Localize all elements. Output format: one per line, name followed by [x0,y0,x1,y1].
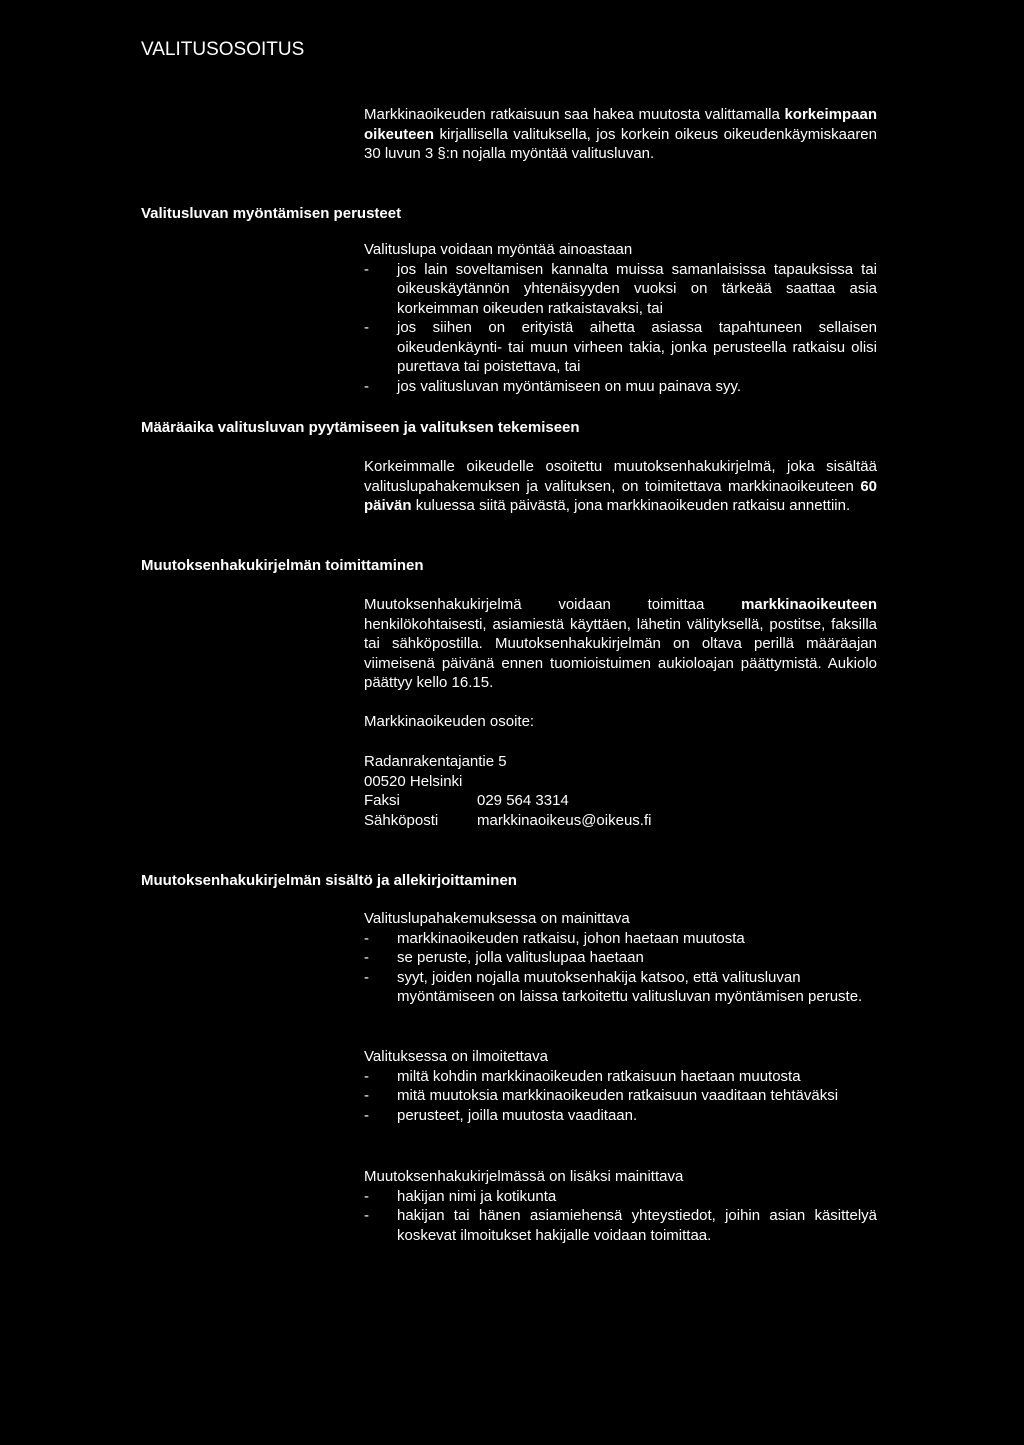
deadline-days: 60 päivän [364,477,877,514]
leave-grounds-lead: Valituslupa voidaan myöntää ainoastaan [364,241,633,258]
list-item: - mitä muutoksia markkinaoikeuden ratkaisuun vaaditaan tehtäväksi [364,1087,839,1104]
section-heading-content: Muutoksenhakukirjelmän sisältö ja allekirjoittaminen [141,872,517,889]
additional-info-block [364,1167,877,1245]
list-item: - miltä kohdin markkinaoikeuden ratkaisuun haetaan muutosta [364,1067,801,1085]
dash-marker: - [364,377,369,395]
additional-info-lead: Muutoksenhakukirjelmässä on lisäksi mainittava [364,1168,684,1185]
list-item: - hakijan tai hänen asiamiehensä yhteystiedot, joihin asian käsittelyä koskevat ilmoitukset hakijalle voidaan toimittaa. [364,1207,877,1244]
dash-marker: - [364,1207,369,1224]
email-row [364,811,877,831]
fax-number: 029 564 3314 [477,792,569,809]
appeal-lead: Valituksessa on ilmoitettava [364,1048,548,1065]
appeal-block [364,1047,877,1125]
list-item: - perusteet, joilla muutosta vaaditaan. [364,1106,638,1124]
dash-marker: - [364,929,369,947]
list-item: - jos siihen on erityistä aihetta asiassa tapahtuneen sellaisen oikeudenkäynti- tai muun virheen takia, jonka perusteella ratkaisu olisi purettava tai poistettava, tai [364,319,877,375]
list-item: - jos lain soveltamisen kannalta muissa samanlaisissa tapauksissa tai oikeuskäytännön yhtenäisyyden vuoksi on tärkeää saattaa asia korkeimman oikeuden ratkaistavaksi, tai [364,260,877,317]
section-heading-leave-grounds: Valitusluvan myöntämisen perusteet [141,205,402,222]
court-address [364,752,877,830]
dash-marker: - [364,1087,369,1104]
list-item: - hakijan nimi ja kotikunta [364,1187,557,1205]
list-item: - jos valitusluvan myöntämiseen on muu painava syy. [364,377,742,395]
dash-marker: - [364,968,369,986]
delivery-paragraph: Muutoksenhakukirjelmä voidaan toimittaa markkinaoikeuteen henkilökohtaisesti, asiamiestä käyttäen, lähetin välityksellä, postitse, faksilla tai sähköpostilla. Muutoksenhakukirjelmän on oltava perillä määräajan viimeisenä päivänä ennen tuomioistuimen aukioloajan päättymistä. Aukiolo päättyy kello 16.15. [364,596,877,691]
address-postal: 00520 Helsinki [364,772,463,790]
dash-marker: - [364,1187,369,1205]
email-address: markkinaoikeus@oikeus.fi [477,811,652,829]
delivery-court-name: markkinaoikeuteen [741,596,877,613]
dash-marker: - [364,1067,369,1085]
address-street: Radanrakentajantie 5 [364,753,507,770]
intro-text-start: Markkinaoikeuden ratkaisuun saa hakea muutosta valittamalla [364,106,785,123]
intro-bold-court: korkeimpaan oikeuteen [364,106,877,143]
list-item: - markkinaoikeuden ratkaisu, johon haetaan muutosta [364,929,745,947]
deadline-paragraph: Korkeimmalle oikeudelle osoitettu muutoksenhakukirjelmä, joka sisältää valituslupahakemuksen ja valituksen, on toimitettava markkinaoikeuteen 60 päivän kuluessa siitä päivästä, jona markkinaoikeuden ratkaisu annettiin. [364,458,877,514]
dash-marker: - [364,319,369,336]
document-title: VALITUSOSOITUS [141,39,305,60]
leave-grounds-block [364,240,877,396]
section-heading-deadline: Määräaika valitusluvan pyytämiseen ja valituksen tekemiseen [141,419,580,436]
court-address-label: Markkinaoikeuden osoite: [364,713,535,730]
dash-marker: - [364,260,369,278]
list-item: - syyt, joiden nojalla muutoksenhakija katsoo, että valitusluvan myöntämiseen on laissa tarkoitettu valitusluvan myöntämisen peruste. [364,968,863,1005]
additional-info-list [364,1187,877,1246]
leave-application-block [364,909,877,1007]
list-item: - se peruste, jolla valituslupaa haetaan [364,949,644,966]
intro-paragraph [364,105,877,164]
intro-text-end: kirjallisella valituksella, jos korkein oikeus oikeudenkäymiskaaren 30 luvun 3 §:n nojalla myöntää valitusluvan. [364,125,877,162]
leave-grounds-list [364,260,877,397]
dash-marker: - [364,949,369,966]
section-heading-delivery: Muutoksenhakukirjelmän toimittaminen [141,557,424,574]
email-label: Sähköposti [364,811,439,829]
leave-application-lead: Valituslupahakemuksessa on mainittava [364,910,630,927]
fax-label: Faksi [364,792,400,809]
dash-marker: - [364,1106,369,1124]
fax-row [364,791,877,811]
leave-application-list [364,929,877,1007]
appeal-list [364,1067,877,1126]
